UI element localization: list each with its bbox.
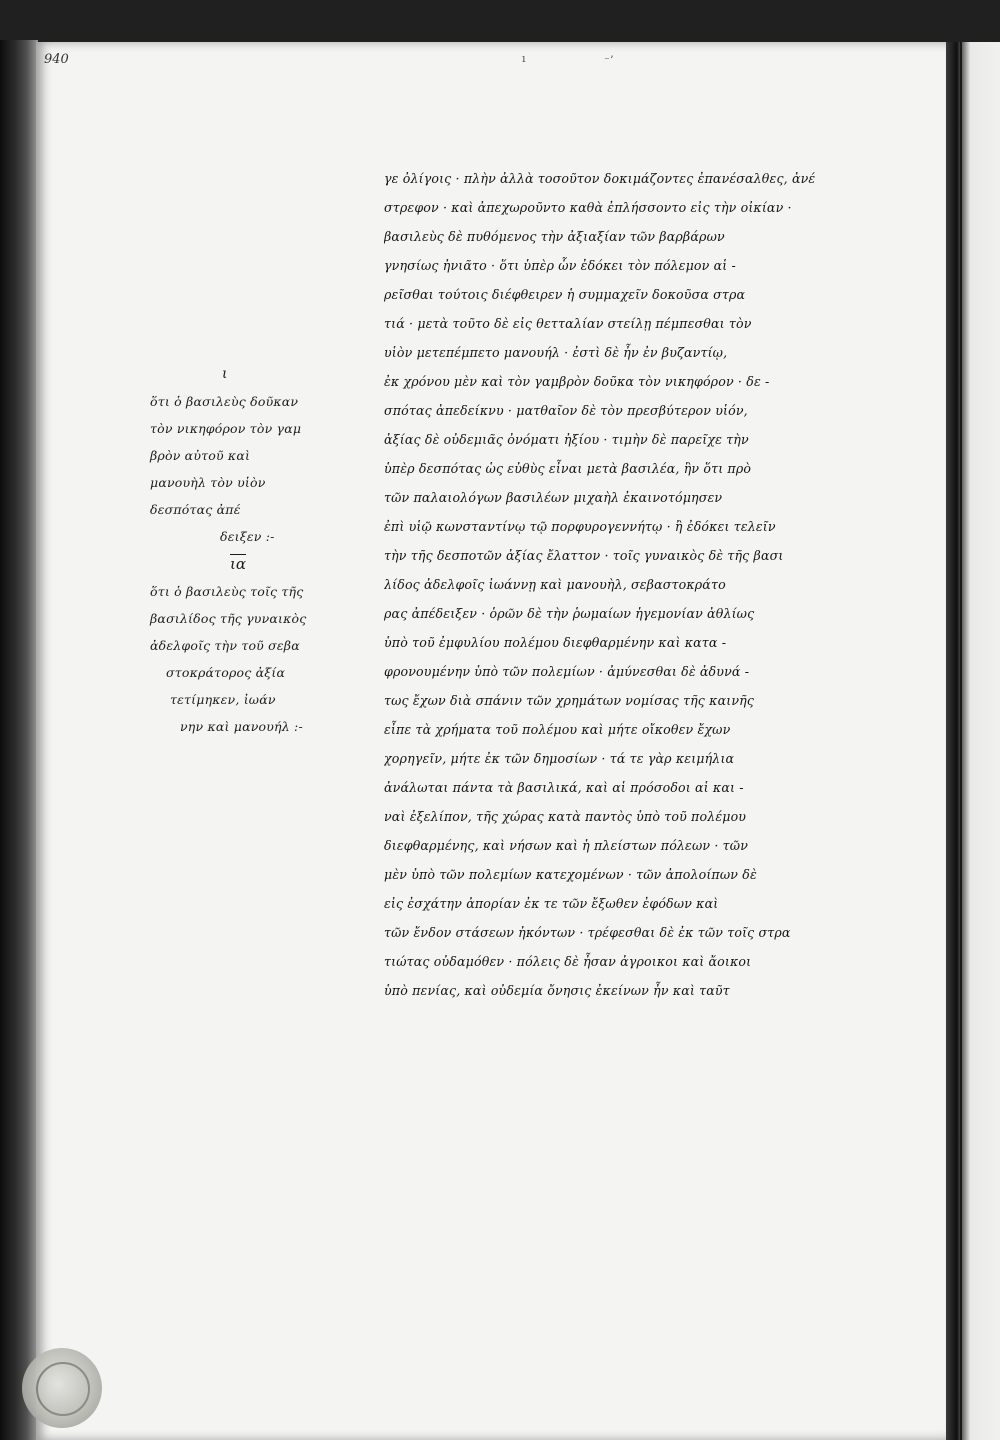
text-line: τως ἔχων διὰ σπάνιν τῶν χρημάτων νομίσας τῆς καινῆς xyxy=(384,693,755,708)
text-line: εἶπε τὰ χρήματα τοῦ πολέμου καὶ μήτε οἴκοθεν ἔχων xyxy=(384,722,731,737)
text-line: γε ὀλίγοις · πλὴν ἀλλὰ τοσοῦτον δοκιμάζοντες ἐπανέσαλθες, ἀνέ xyxy=(384,171,816,186)
margin-note-line: δειξεν :- xyxy=(220,529,275,544)
margin-note-line: νην καὶ μανουήλ :- xyxy=(180,719,303,734)
text-line: ὑπὸ τοῦ ἐμφυλίου πολέμου διεφθαρμένην καὶ κατα - xyxy=(384,635,727,650)
text-line: εἰς ἐσχάτην ἀπορίαν ἐκ τε τῶν ἔξωθεν ἐφόδων καὶ xyxy=(384,896,719,911)
margin-note-line: ὅτι ὁ βασιλεὺς δοῦκαν xyxy=(150,394,299,409)
gutter-shadow xyxy=(960,42,962,1440)
text-line: ρας ἀπέδειξεν · ὁρῶν δὲ τὴν ῥωμαίων ἡγεμονίαν ἀθλίως xyxy=(384,606,755,621)
text-line: ἀνάλωται πάντα τὰ βασιλικά, καὶ αἱ πρόσοδοι αἱ και - xyxy=(384,780,744,795)
margin-notes xyxy=(150,360,350,740)
text-line: ρεῖσθαι τούτοις διέφθειρεν ἡ συμμαχεῖν δοκοῦσα στρα xyxy=(384,287,746,302)
right-page-edge xyxy=(946,42,1000,1440)
text-line: υἱὸν μετεπέμπετο μανουήλ · ἐστὶ δὲ ἦν ἐν βυζαντίῳ, xyxy=(384,345,728,360)
text-line: σπότας ἀπεδείκνυ · ματθαῖον δὲ τὸν πρεσβύτερον υἱόν, xyxy=(384,403,748,418)
text-line: ἀξίας δὲ οὐδεμιᾶς ὀνόματι ἠξίου · τιμὴν δὲ παρεῖχε τὴν xyxy=(384,432,749,447)
text-line: λίδος ἀδελφοῖς ἰωάννῃ καὶ μανουὴλ, σεβαστοκράτο xyxy=(384,577,726,592)
chapter-numeral: ι xyxy=(222,366,228,382)
margin-note-line: ἀδελφοῖς τὴν τοῦ σεβα xyxy=(150,638,300,653)
stamp-ring xyxy=(36,1362,90,1416)
main-text-block xyxy=(384,164,884,1005)
library-stamp xyxy=(22,1348,102,1428)
text-line: ὑπὲρ δεσπότας ὡς εὐθὺς εἶναι μετὰ βασιλέα, ἣν ὅτι πρὸ xyxy=(384,461,752,476)
text-line: γνησίως ἠνιᾶτο · ὅτι ὑπὲρ ὧν ἐδόκει τὸν πόλεμον αἱ - xyxy=(384,258,736,273)
text-line: ὑπὸ πενίας, καὶ οὐδεμία ὄνησις ἐκείνων ἦν καὶ ταῦτ xyxy=(384,983,730,998)
text-line: στρεφον · καὶ ἀπεχωροῦντο καθὰ ἐπλήσσοντο εἰς τὴν οἰκίαν · xyxy=(384,200,792,215)
margin-note-line: τὸν νικηφόρον τὸν γαμ xyxy=(150,421,302,436)
text-line: τὴν τῆς δεσποτῶν ἀξίας ἔλαττον · τοῖς γυναικὸς δὲ τῆς βασι xyxy=(384,548,784,563)
margin-note-line: βασιλίδος τῆς γυναικὸς xyxy=(150,611,307,626)
folio-number: 940 xyxy=(44,52,69,67)
chapter-numeral: $\overline{\iota\alpha}$ xyxy=(230,555,247,573)
text-line: τῶν ἔνδον στάσεων ἠκόντων · τρέφεσθαι δὲ ἐκ τῶν τοῖς στρα xyxy=(384,925,791,940)
top-mark: ⁻ʼ xyxy=(604,54,614,67)
margin-note-line: μανουὴλ τὸν υἱὸν xyxy=(150,475,266,490)
text-line: φρονουμένην ὑπὸ τῶν πολεμίων · ἀμύνεσθαι δὲ ἀδυνά - xyxy=(384,664,750,679)
margin-note-line: δεσπότας ἀπέ xyxy=(150,502,241,517)
margin-note-line: στοκράτορος ἀξία xyxy=(166,665,286,680)
text-line: τιώτας οὐδαμόθεν · πόλεις δὲ ἦσαν ἀγροικοι καὶ ἄοικοι xyxy=(384,954,752,969)
text-line: μὲν ὑπὸ τῶν πολεμίων κατεχομένων · τῶν ἀπολοίπων δὲ xyxy=(384,867,757,882)
text-line: ἐπὶ υἱῷ κωνσταντίνῳ τῷ πορφυρογεννήτῳ · ἢ ἐδόκει τελεῖν xyxy=(384,519,776,534)
text-line: τῶν παλαιολόγων βασιλέων μιχαὴλ ἐκαινοτόμησεν xyxy=(384,490,723,505)
margin-note-line: βρὸν αὐτοῦ καὶ xyxy=(150,448,251,463)
book-spine xyxy=(0,40,38,1440)
text-line: βασιλεὺς δὲ πυθόμενος τὴν ἀξιαξίαν τῶν βαρβάρων xyxy=(384,229,725,244)
margin-note-line: ὅτι ὁ βασιλεὺς τοῖς τῆς xyxy=(150,584,304,599)
margin-note-line: τετίμηκεν, ἰωάν xyxy=(170,692,276,707)
text-line: ναὶ ἐξελίπον, τῆς χώρας κατὰ παντὸς ὑπὸ τοῦ πολέμου xyxy=(384,809,747,824)
text-line: ἐκ χρόνου μὲν καὶ τὸν γαμβρὸν δοῦκα τὸν νικηφόρον · δε - xyxy=(384,374,770,389)
text-line: χορηγεῖν, μήτε ἐκ τῶν δημοσίων · τά τε γὰρ κειμήλια xyxy=(384,751,735,766)
top-mark: ı xyxy=(522,52,526,65)
text-line: διεφθαρμένης, καὶ νήσων καὶ ἡ πλείστων πόλεων · τῶν xyxy=(384,838,748,853)
text-line: τιά · μετὰ τοῦτο δὲ εἰς θετταλίαν στείλῃ πέμπεσθαι τὸν xyxy=(384,316,752,331)
